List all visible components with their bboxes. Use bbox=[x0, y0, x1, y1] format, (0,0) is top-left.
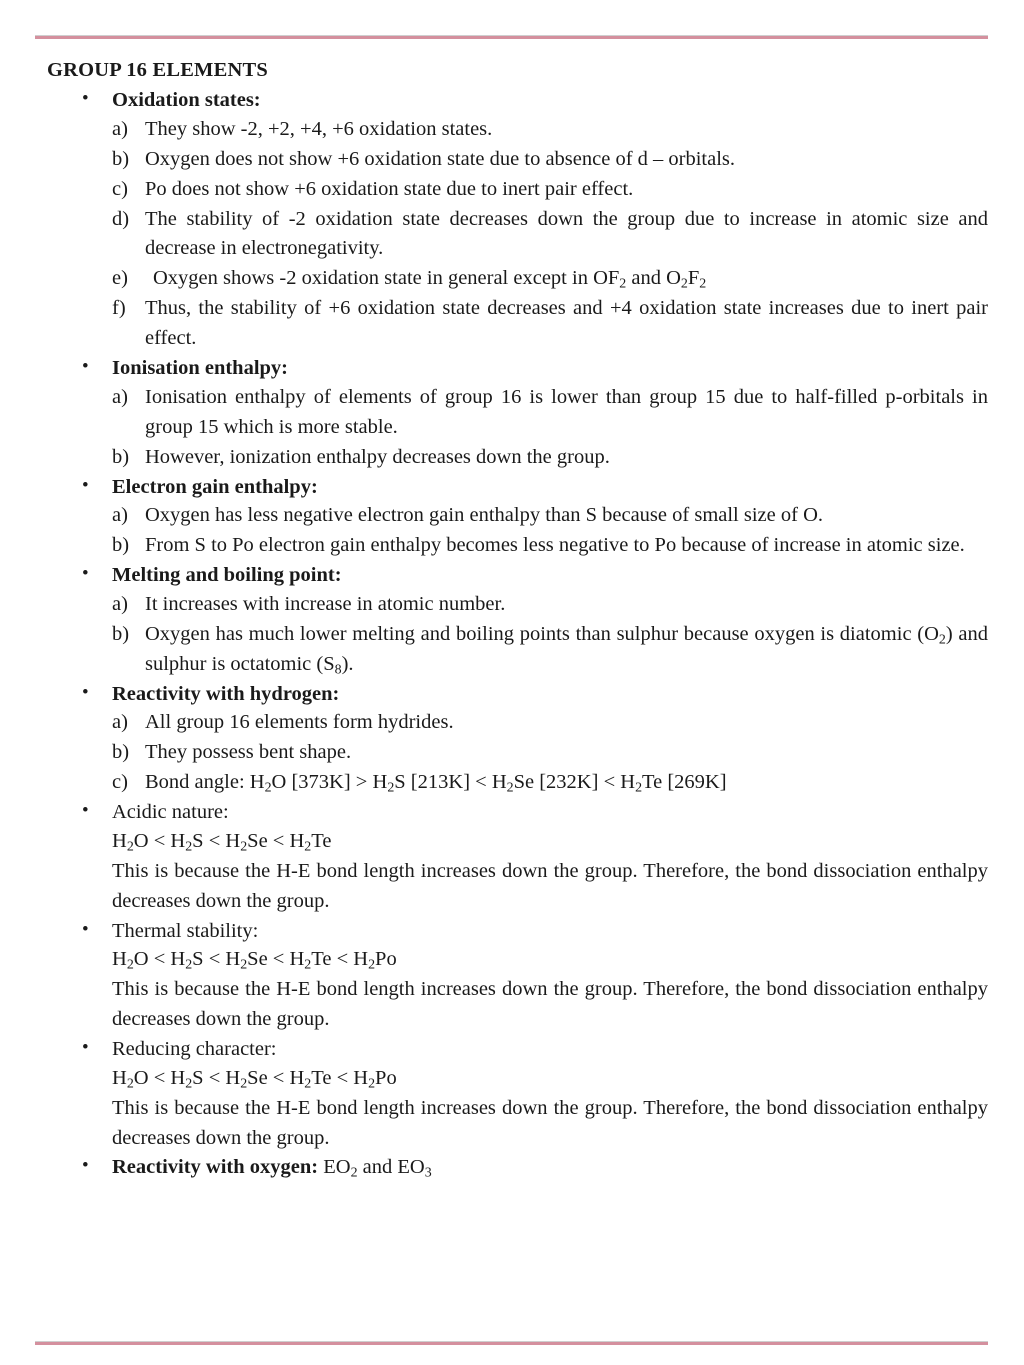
list-item-text: From S to Po electron gain enthalpy becomes less negative to Po because of increase in atomic size. bbox=[145, 534, 965, 557]
section-reactivity-with-hydrogen bbox=[47, 680, 988, 709]
list-item-text: The stability of -2 oxidation state decreases down the group due to increase in atomic size and decrease in electronegativity. bbox=[145, 207, 988, 260]
list-marker-b: b) bbox=[112, 741, 130, 764]
list-item-text bbox=[145, 264, 988, 294]
acidic-nature-series: $H_2O < H_2S < H_2Se < H_2Te$ bbox=[112, 829, 332, 855]
list-item-text: It increases with increase in atomic number. bbox=[145, 592, 506, 615]
list-item bbox=[47, 590, 988, 620]
list-item bbox=[47, 145, 988, 175]
thermal-stability-series: $H_2O < H_2S < H_2Se < H_2Te < H_2Po$ bbox=[112, 948, 397, 973]
list-item-text: Po does not show +6 oxidation state due to inert pair effect. bbox=[145, 177, 634, 200]
list-item-text: They show -2, +2, +4, +6 oxidation states. bbox=[145, 117, 493, 140]
list-item-text: All group 16 elements form hydrides. bbox=[145, 711, 454, 734]
bullet-icon: • bbox=[82, 681, 89, 703]
page-title: GROUP 16 ELEMENTS bbox=[47, 59, 268, 81]
melting-b-part3: ). bbox=[341, 652, 354, 675]
list-item-text: They possess bent shape. bbox=[145, 741, 352, 764]
section-heading: Acidic nature: bbox=[112, 801, 229, 824]
list-item bbox=[47, 531, 988, 561]
oxidation-e-f: F bbox=[687, 267, 700, 290]
list-marker-b: b) bbox=[112, 445, 130, 468]
melting-b-part2: ) and sulphur is octatomic (S bbox=[145, 622, 988, 675]
section-melting-boiling-point bbox=[47, 561, 988, 590]
reducing-character-series: $H_2O < H_2S < H_2Se < H_2Te < H_2Po$ bbox=[112, 1066, 397, 1092]
list-marker-a: a) bbox=[112, 504, 128, 527]
section-reducing-character bbox=[47, 1035, 988, 1064]
reactivity-oxygen-prefix: EO bbox=[318, 1156, 351, 1179]
section-oxidation-states bbox=[47, 86, 988, 115]
list-marker-f: f) bbox=[112, 297, 126, 320]
section-acidic-nature bbox=[47, 798, 988, 827]
list-item bbox=[47, 294, 988, 354]
reactivity-oxygen-mid: and EO bbox=[357, 1156, 425, 1179]
list-marker-b: b) bbox=[112, 622, 130, 645]
section-heading: Oxidation states: bbox=[112, 89, 261, 112]
bond-angle-label: Bond angle: bbox=[145, 771, 250, 794]
section-ionisation-enthalpy bbox=[47, 354, 988, 383]
reducing-character-explanation: This is because the H-E bond length increases down the group. Therefore, the bond dissociation enthalpy decreases down the group. bbox=[112, 1096, 988, 1149]
thermal-stability-explanation: This is because the H-E bond length increases down the group. Therefore, the bond dissociation enthalpy decreases down the group. bbox=[112, 978, 988, 1031]
bullet-icon: • bbox=[82, 1036, 89, 1058]
list-item-text: However, ionization enthalpy decreases down the group. bbox=[145, 445, 610, 468]
section-thermal-stability bbox=[47, 917, 988, 946]
list-item-text: Oxygen does not show +6 oxidation state due to absence of d – orbitals. bbox=[145, 147, 736, 170]
oxidation-e-text: Oxygen shows -2 oxidation state in general except in OF bbox=[153, 267, 620, 290]
list-marker-a: a) bbox=[112, 117, 128, 140]
list-item bbox=[47, 620, 988, 680]
subscript: 8 bbox=[334, 662, 342, 678]
section-heading: Reactivity with hydrogen: bbox=[112, 682, 340, 705]
section-heading: Thermal stability: bbox=[112, 919, 259, 942]
section-electron-gain-enthalpy bbox=[47, 473, 988, 502]
subscript: 2 bbox=[350, 1166, 358, 1182]
bullet-icon: • bbox=[82, 918, 89, 940]
list-marker-e: e) bbox=[112, 267, 128, 290]
bullet-icon: • bbox=[82, 563, 89, 585]
list-marker-a: a) bbox=[112, 385, 128, 408]
list-item-text: Ionisation enthalpy of elements of group 16 is lower than group 15 due to half-filled p-orbitals in group 15 which is more stable. bbox=[145, 385, 988, 438]
list-item bbox=[47, 443, 988, 473]
bullet-icon: • bbox=[82, 356, 89, 378]
list-marker-c: c) bbox=[112, 771, 128, 794]
list-item bbox=[47, 768, 988, 798]
list-item bbox=[47, 708, 988, 738]
melting-b-part1: Oxygen has much lower melting and boiling points than sulphur because oxygen is diatomic (O bbox=[145, 622, 939, 645]
list-marker-b: b) bbox=[112, 147, 130, 170]
subscript: 2 bbox=[938, 632, 946, 648]
bullet-icon: • bbox=[82, 474, 89, 496]
list-item-text bbox=[145, 768, 988, 798]
subscript: 2 bbox=[699, 277, 707, 293]
subscript: 2 bbox=[619, 277, 627, 293]
section-heading bbox=[112, 1153, 988, 1182]
list-item-text bbox=[145, 620, 988, 680]
list-marker-c: c) bbox=[112, 177, 128, 200]
list-marker-d: d) bbox=[112, 207, 130, 230]
subscript: 2 bbox=[680, 277, 688, 293]
list-item bbox=[47, 501, 988, 531]
list-item bbox=[47, 738, 988, 768]
bullet-icon: • bbox=[82, 1155, 89, 1177]
section-heading: Melting and boiling point: bbox=[112, 564, 342, 587]
subscript: 3 bbox=[424, 1166, 432, 1182]
acidic-nature-explanation: This is because the H-E bond length increases down the group. Therefore, the bond dissociation enthalpy decreases down the group. bbox=[112, 859, 988, 912]
header-rule bbox=[35, 35, 988, 39]
list-item bbox=[47, 115, 988, 145]
oxidation-e-mid: and O bbox=[626, 267, 681, 290]
list-item-text: Thus, the stability of +6 oxidation state decreases and +4 oxidation state increases due to inert pair effect. bbox=[145, 297, 988, 350]
list-item-text: Oxygen has less negative electron gain enthalpy than S because of small size of O. bbox=[145, 504, 824, 527]
list-item bbox=[47, 205, 988, 265]
bond-angle-formula: $H_2O$ $[373K] > H_2S$ $[213K] < H_2Se$ $[232K] < H_2Te$ [269K] bbox=[249, 771, 727, 796]
section-heading: Reducing character: bbox=[112, 1037, 277, 1060]
section-heading: Electron gain enthalpy: bbox=[112, 475, 318, 498]
list-item bbox=[47, 175, 988, 205]
bullet-icon: • bbox=[82, 800, 89, 822]
list-item bbox=[47, 383, 988, 443]
bullet-icon: • bbox=[82, 88, 89, 110]
list-marker-a: a) bbox=[112, 592, 128, 615]
document-content bbox=[0, 56, 1024, 1182]
section-heading: Ionisation enthalpy: bbox=[112, 357, 289, 380]
section-reactivity-with-oxygen bbox=[47, 1153, 988, 1182]
list-marker-b: b) bbox=[112, 534, 130, 557]
list-item bbox=[47, 264, 988, 294]
list-marker-a: a) bbox=[112, 711, 128, 734]
reactivity-oxygen-label: Reactivity with oxygen: bbox=[112, 1156, 319, 1179]
footer-rule bbox=[35, 1341, 988, 1345]
